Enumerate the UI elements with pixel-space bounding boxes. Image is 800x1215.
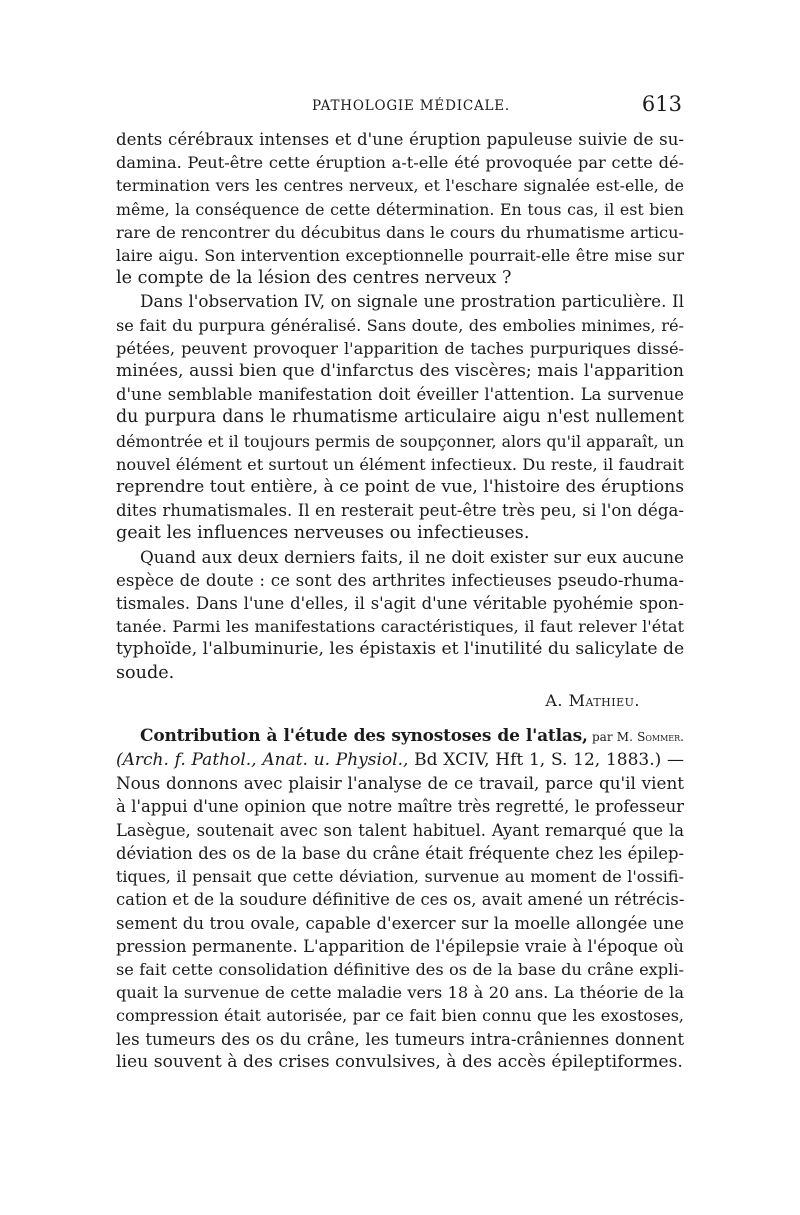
article-citation-rest: Bd XCIV, Hft 1, S. 12, 1883.) — [408,750,684,771]
text-line: typhoïde, l'albuminurie, les épistaxis et l'inutilité du salicylate de [116,639,685,660]
text-line: nouvel élément et surtout un élément infectieux. Du reste, il faudrait [116,454,684,474]
text-line: les tumeurs des os du crâne, les tumeurs intra-crâniennes donnent [116,1029,684,1049]
text-line: tismales. Dans l'une d'elles, il s'agit d'une véritable pyohémie spon- [116,594,684,614]
text-line: Lasègue, soutenait avec son talent habituel. Ayant remarqué que la [116,820,684,840]
text-line: dites rhumatismales. Il en resterait peut-être très peu, si l'on déga- [116,501,684,521]
text-line: déviation des os de la base du crâne était fréquente chez les épilep- [116,843,684,863]
book-page [116,92,684,1074]
text-line: d'une semblable manifestation doit éveiller l'attention. La survenue [116,385,684,405]
running-head [116,92,684,128]
author-signature [116,689,640,713]
article-by: par M. [587,729,638,744]
text-line: pression permanente. L'apparition de l'épilepsie vraie à l'époque où [116,936,684,956]
text-line: du purpura dans le rhumatisme articulaire aigu n'est nullement [116,407,684,428]
text-line: se fait cette consolidation définitive des os de la base du crâne expli- [116,959,684,979]
text-line: à l'appui d'une opinion que notre maître très regretté, le professeur [116,797,684,817]
text-line: démontrée et il toujours permis de soupçonner, alors qu'il apparaît, un [116,431,684,451]
text-line: lieu souvent à des crises convulsives, à des accès épileptiformes. [116,1051,683,1072]
text-line: compression était autorisée, par ce fait bien connu que les exostoses, [116,1006,684,1026]
text-line: même, la conséquence de cette détermination. En tous cas, il est bien [116,199,684,219]
text-line: dents cérébraux intenses et d'une éruption papuleuse suivie de su- [116,130,684,149]
article-title: Contribution à l'étude des synostoses de l'atlas, [140,725,588,746]
article-author: Sommer. [637,729,684,744]
text-line: quait la survenue de cette maladie vers 18 à 20 ans. La théorie de la [116,983,684,1003]
text-line: minées, aussi bien que d'infarctus des viscères; mais l'apparition [116,361,684,382]
text-line: pétées, peuvent provoquer l'apparition de taches purpuriques dissé- [116,338,684,358]
text-line: Quand aux deux derniers faits, il ne doit exister sur eux aucune [140,546,684,567]
text-line: reprendre tout entière, à ce point de vue, l'histoire des éruptions [116,477,685,498]
text-line: le compte de la lésion des centres nerveux ? [116,268,512,289]
article-citation-line [116,749,684,772]
article-citation-journal: (Arch. f. Pathol., Anat. u. Physiol., [116,750,409,771]
paragraph-3 [116,546,684,685]
text-line: se fait du purpura généralisé. Sans doute, des embolies minimes, ré- [116,315,684,335]
paragraph-1 [116,128,684,290]
text-line: geait les influences nerveuses ou infectieuses. [116,523,530,544]
signature-name: Mathieu. [568,690,640,710]
text-line: tanée. Parmi les manifestations caractéristiques, il faut relever l'état [116,617,684,637]
article-review [116,725,684,1074]
text-line: sement du trou ovale, capable d'exercer sur la moelle allongée une [116,913,684,933]
page-number: 613 [641,92,682,116]
paragraph-2 [116,290,684,545]
text-line: soude. [116,662,175,683]
text-line: damina. Peut-être cette éruption a-t-elle été provoquée par cette dé- [116,153,684,173]
text-line: espèce de doute : ce sont des arthrites infectieuses pseudo-rhuma- [116,570,684,590]
text-line: rare de rencontrer du décubitus dans le cours du rhumatisme articu- [116,222,684,242]
text-line: Nous donnons avec plaisir l'analyse de ce travail, parce qu'il vient [116,773,684,794]
running-head-title: PATHOLOGIE MÉDICALE. [312,98,511,114]
text-line: termination vers les centres nerveux, et l'eschare signalée est-elle, de [116,176,684,196]
article-heading-line [116,725,684,749]
text-line: laire aigu. Son intervention exceptionnelle pourrait-elle être mise sur [116,246,684,266]
signature-initial: A. [545,690,569,710]
text-line: tiques, il pensait que cette déviation, survenue au moment de l'ossifi- [116,867,684,887]
text-line: Dans l'observation IV, on signale une prostration particulière. Il [140,291,684,312]
text-line: cation et de la soudure définitive de ces os, avait amené un rétrécis- [116,890,685,910]
